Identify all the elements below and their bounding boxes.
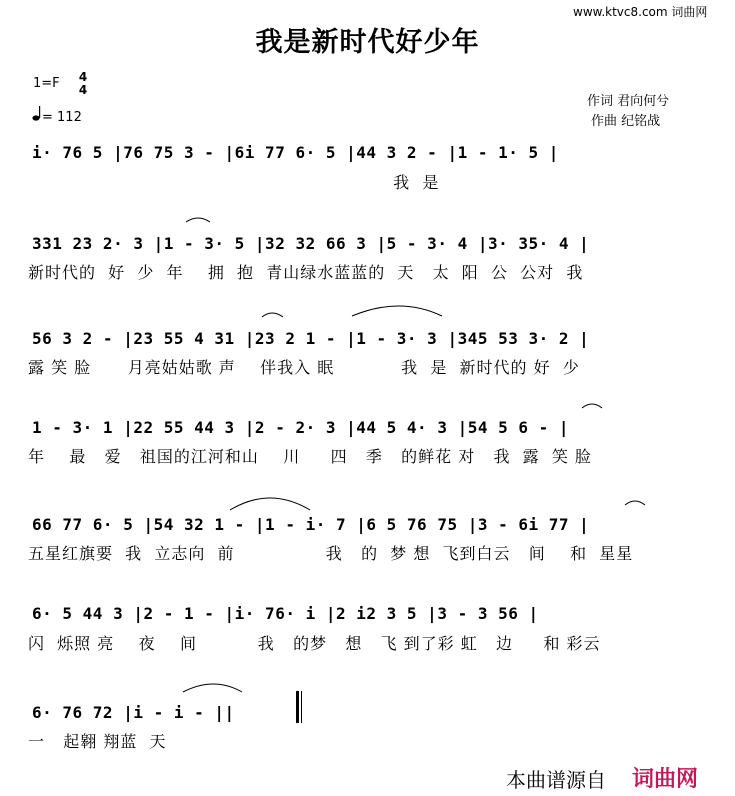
song-title: 我是新时代好少年: [255, 27, 480, 58]
key-signature: 1=F: [33, 76, 60, 91]
time-sig-bottom: 4: [78, 83, 88, 97]
footer-site-logo: 词曲网: [632, 767, 699, 792]
watermark-text: www.ktvc8.com 词曲网: [573, 5, 708, 19]
notes-line-6: 6· 5 44 3 |2 - 1 - |i· 76· i |2 i2 3 5 |3 - 3 56 |: [32, 604, 539, 623]
notes-line-7: 6· 76 72 |i - i - ||: [32, 703, 235, 722]
tempo-value: = 112: [42, 110, 82, 125]
composer-credit: 作曲 纪铭战: [591, 114, 661, 129]
notes-line-1: i· 76 5 |76 75 3 - |6i 77 6· 5 |44 3 2 - |1 - 1· 5 |: [32, 143, 559, 162]
lyrics-line-6: 闪 烁照 亮 夜 间 我 的梦 想 飞 到了彩 虹 边 和 彩云: [28, 634, 601, 653]
footer-source-text: 本曲谱源自: [506, 768, 606, 792]
lyrics-line-4: 年 最 爱 祖国的江河和山 川 四 季 的鲜花 对 我 露 笑 脸: [28, 447, 592, 466]
lyricist-credit: 作词 君向何兮: [587, 94, 670, 109]
lyrics-line-7: 一 起翱 翔蓝 天: [28, 732, 167, 751]
lyrics-line-3: 露 笑 脸 月亮姑姑歌 声 伴我入 眠 我 是 新时代的 好 少: [28, 358, 580, 377]
notes-line-2: 331 23 2· 3 |1 - 3· 5 |32 32 66 3 |5 - 3· 4 |3· 35· 4 |: [32, 234, 590, 253]
lyrics-line-5: 五星红旗要 我 立志向 前 我 的 梦 想 飞到白云 间 和 星星: [28, 544, 634, 563]
lyrics-line-1: 我 是: [28, 173, 440, 192]
lyrics-line-2: 新时代的 好 少 年 拥 抱 青山绿水蓝蓝的 天 太 阳 公 公对 我: [28, 263, 584, 282]
time-sig-top: 4: [78, 70, 88, 84]
notes-line-3: 56 3 2 - |23 55 4 31 |23 2 1 - |1 - 3· 3 |345 53 3· 2 |: [32, 329, 590, 348]
notes-line-4: 1 - 3· 1 |22 55 44 3 |2 - 2· 3 |44 5 4· 3 |54 5 6 - |: [32, 418, 570, 437]
notes-line-5: 66 77 6· 5 |54 32 1 - |1 - i· 7 |6 5 76 75 |3 - 6i 77 |: [32, 515, 590, 534]
